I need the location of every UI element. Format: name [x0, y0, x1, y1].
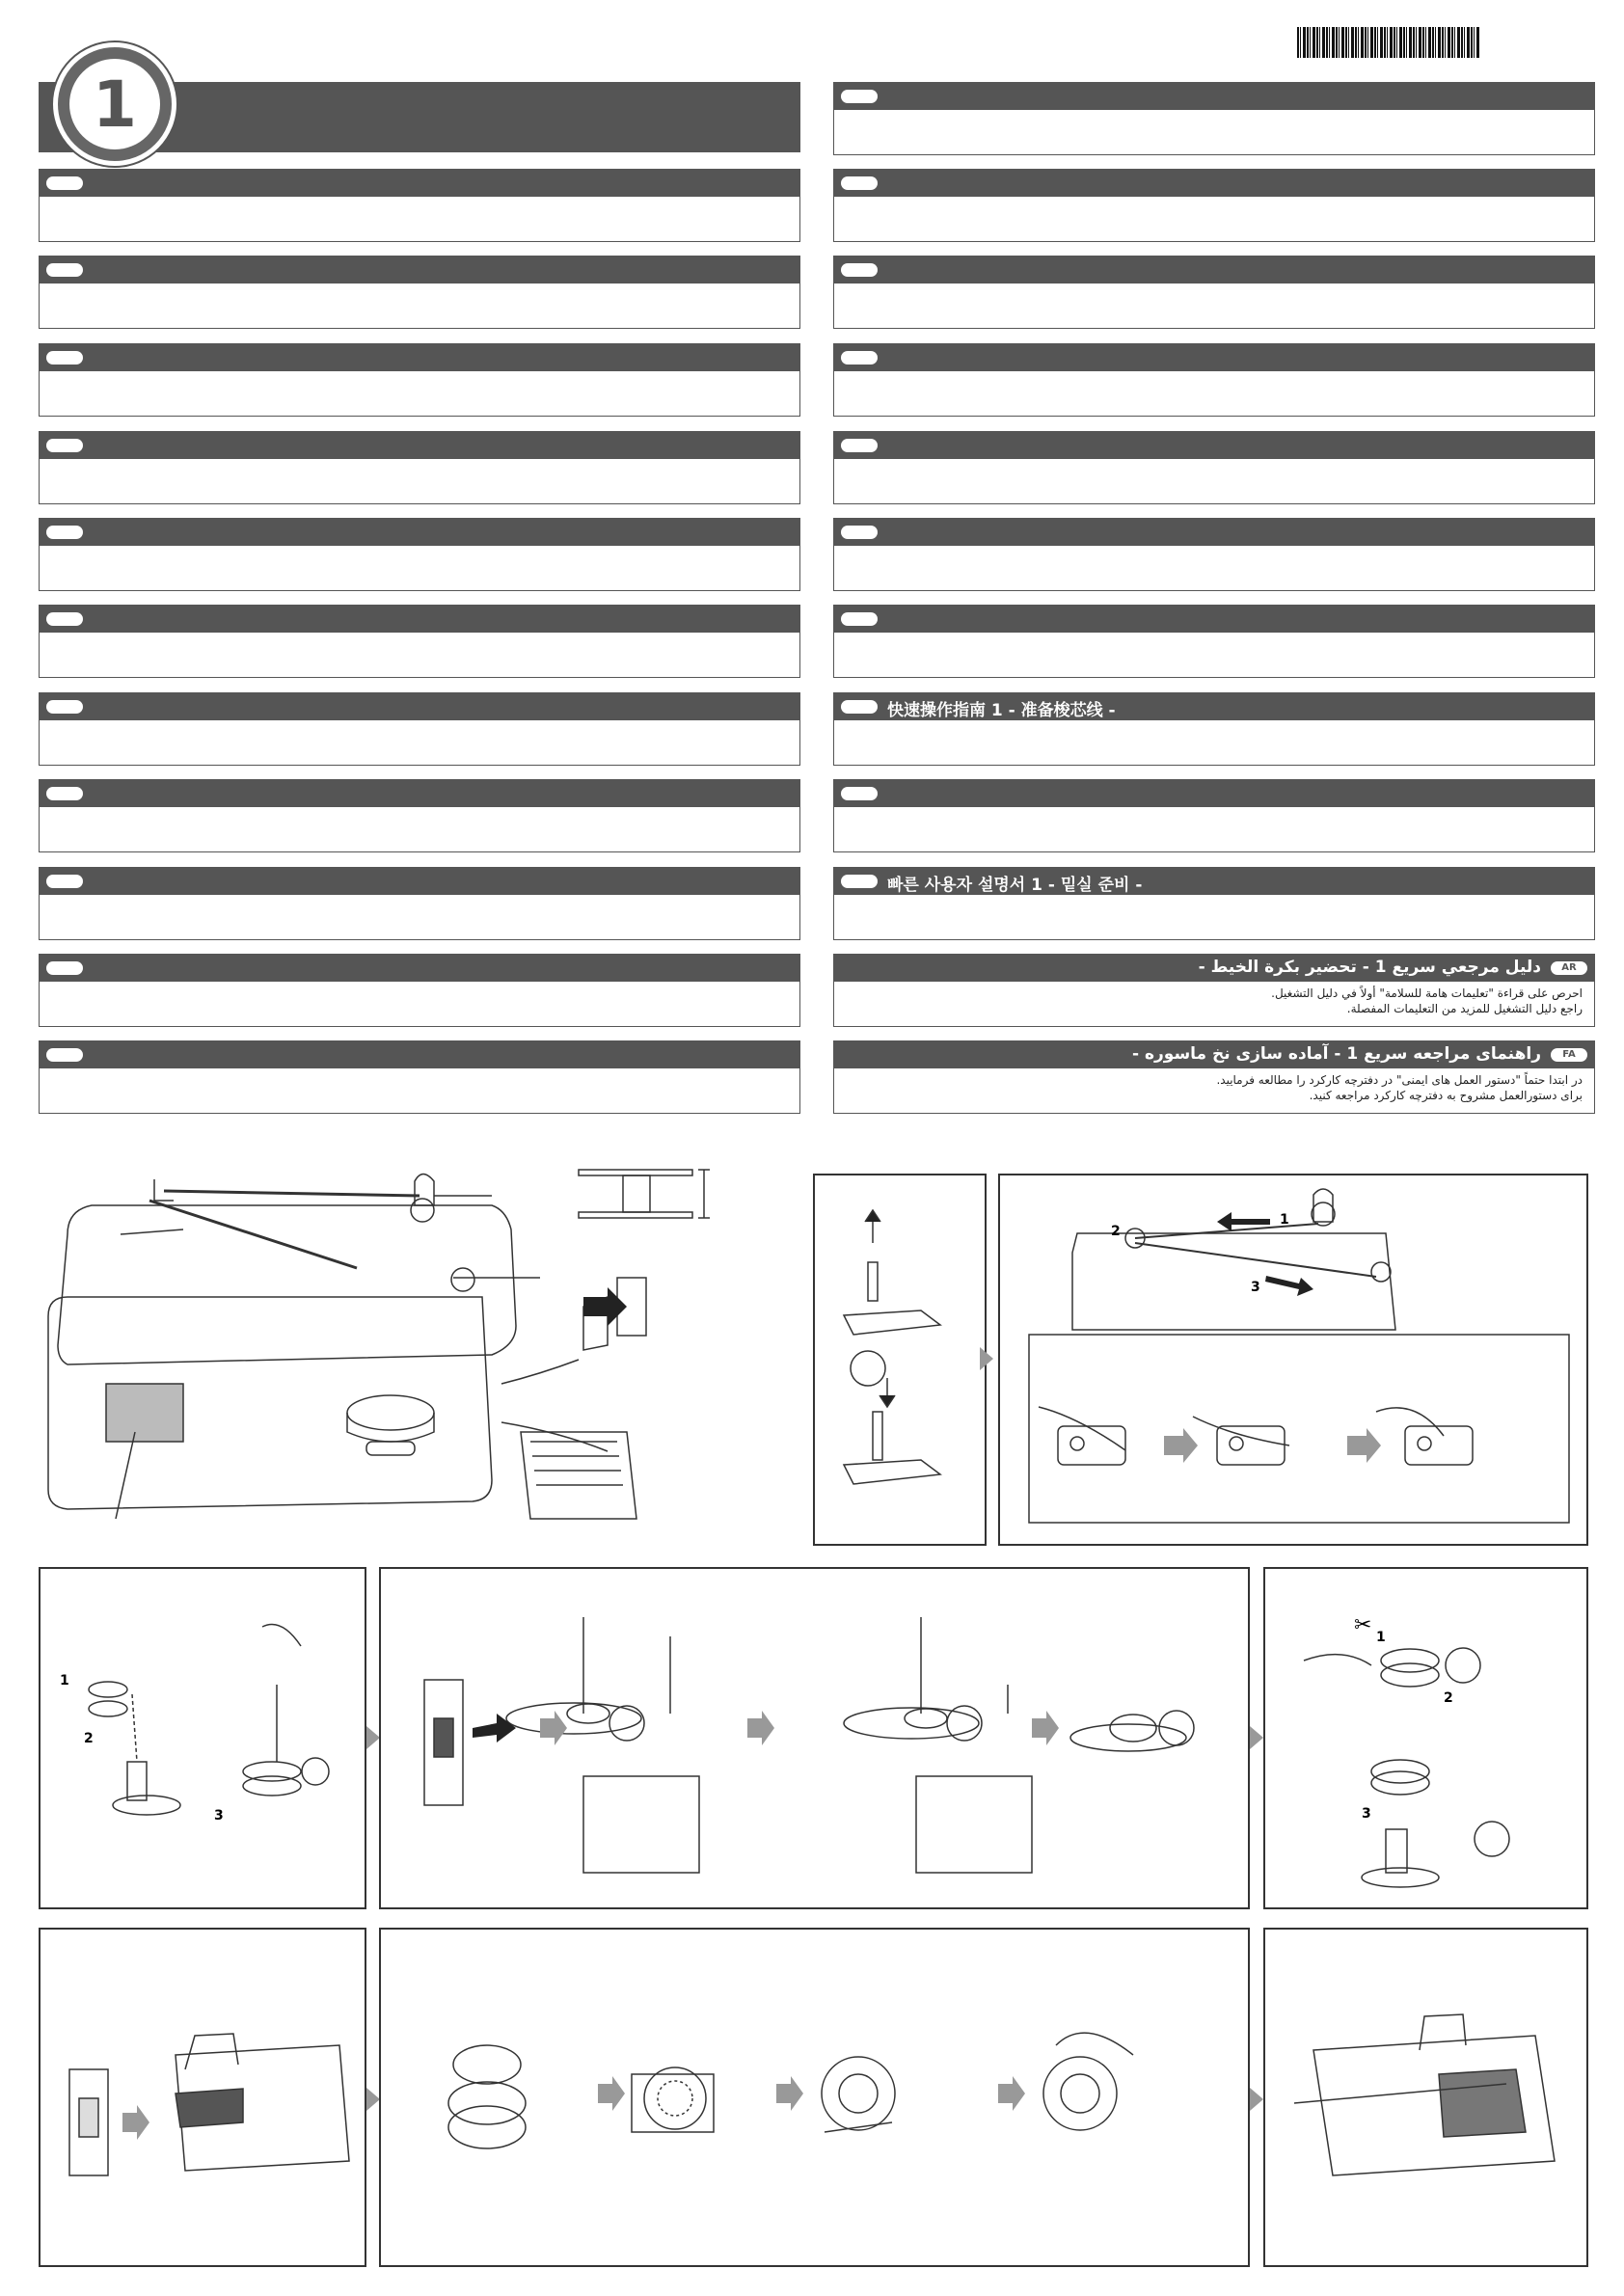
lang-badge: AR — [1551, 961, 1587, 975]
panel-power-off — [39, 1928, 366, 2267]
lang-section-l5 — [39, 605, 800, 678]
lang-section-r6 — [833, 605, 1595, 678]
step-number: 1 — [1280, 1212, 1289, 1228]
section-line: در ابتدا حتماً "دستور العمل های ایمنی" در دفترچه کارکرد را مطالعه فرمایید. — [1216, 1073, 1583, 1087]
step-number: 3 — [1251, 1280, 1260, 1295]
step-number: 1 — [1376, 1630, 1386, 1645]
barcode — [1297, 27, 1480, 58]
step-number: 3 — [214, 1808, 224, 1823]
step-number: 1 — [60, 1673, 69, 1688]
lang-badge — [841, 700, 878, 714]
lang-badge — [841, 90, 878, 103]
lang-section-r7 — [833, 692, 1595, 766]
lang-badge — [841, 439, 878, 452]
lang-section-l4 — [39, 518, 800, 591]
lang-badge — [46, 612, 83, 626]
section-title: 快速操作指南 1 - 准备梭芯线 - — [887, 701, 1116, 720]
lang-badge: FA — [1551, 1048, 1587, 1062]
lang-badge — [841, 787, 878, 800]
step-number: 2 — [84, 1731, 94, 1746]
lang-badge — [46, 787, 83, 800]
lang-badge — [46, 176, 83, 190]
lang-badge — [46, 351, 83, 365]
machine-overview-illustration — [39, 1152, 675, 1538]
panel-cut-thread — [1263, 1567, 1588, 1909]
logo-number: 1 — [69, 59, 160, 149]
lang-section-r9 — [833, 867, 1595, 940]
lang-section-l6 — [39, 692, 800, 766]
section-line: راجع دليل التشغيل للمزيد من التعليمات المفصلة. — [1346, 1002, 1583, 1015]
lang-badge — [841, 526, 878, 539]
lang-section-l0 — [39, 169, 800, 242]
lang-section-l7 — [39, 779, 800, 852]
lang-section-l1 — [39, 256, 800, 329]
lang-section-l8 — [39, 867, 800, 940]
step-number: 2 — [1111, 1224, 1121, 1239]
lang-badge — [841, 612, 878, 626]
section-title: راهنمای مراجعه سریع 1 - آماده سازی نخ ماسوره - — [1131, 1044, 1541, 1064]
panel-bobbin-insert — [379, 1928, 1250, 2267]
section-line: برای دستورالعمل مشروح به دفترچه کارکرد مراجعه کنید. — [1309, 1089, 1583, 1102]
logo-badge — [53, 42, 176, 166]
lang-badge — [841, 351, 878, 365]
lang-badge — [46, 1048, 83, 1062]
step-number: 3 — [1362, 1806, 1371, 1822]
arrow-right-icon — [980, 1347, 993, 1370]
lang-section-r8 — [833, 779, 1595, 852]
lang-section-l10 — [39, 1040, 800, 1114]
section-line: احرص على قراءة "تعليمات هامة للسلامة" أولاً في دليل التشغيل. — [1271, 986, 1583, 1000]
panel-cover-close — [1263, 1928, 1588, 2267]
lang-section-l9 — [39, 954, 800, 1027]
lang-badge — [841, 176, 878, 190]
lang-badge — [46, 263, 83, 277]
lang-badge — [46, 875, 83, 888]
step-number: 2 — [1444, 1690, 1453, 1706]
lang-section-l2 — [39, 343, 800, 417]
panel-thread-guide — [998, 1174, 1588, 1546]
arrow-right-icon — [1250, 2088, 1263, 2111]
scissors-icon: ✂ — [1354, 1613, 1372, 1637]
lang-section-fa — [833, 1040, 1595, 1114]
arrow-right-icon — [366, 2088, 380, 2111]
section-title: 빠른 사용자 설명서 1 - 밑실 준비 - — [887, 876, 1143, 895]
lang-section-r3 — [833, 343, 1595, 417]
lang-section-r0 — [833, 82, 1595, 155]
arrow-right-icon — [583, 1287, 627, 1326]
panel-spool-pin — [813, 1174, 987, 1546]
arrow-right-icon — [366, 1726, 380, 1749]
lang-badge — [46, 961, 83, 975]
lang-section-r5 — [833, 518, 1595, 591]
panel-bobbin-place — [39, 1567, 366, 1909]
lang-badge — [46, 439, 83, 452]
panel-winding — [379, 1567, 1250, 1909]
section-title: دليل مرجعي سريع 1 - تحضير بكرة الخيط - — [1198, 958, 1541, 977]
lang-badge — [46, 526, 83, 539]
lang-badge — [841, 263, 878, 277]
lang-badge — [841, 875, 878, 888]
lang-section-l3 — [39, 431, 800, 504]
lang-section-r4 — [833, 431, 1595, 504]
lang-section-ar — [833, 954, 1595, 1027]
lang-section-r1 — [833, 169, 1595, 242]
lang-badge — [46, 700, 83, 714]
arrow-right-icon — [1250, 1726, 1263, 1749]
lang-section-r2 — [833, 256, 1595, 329]
